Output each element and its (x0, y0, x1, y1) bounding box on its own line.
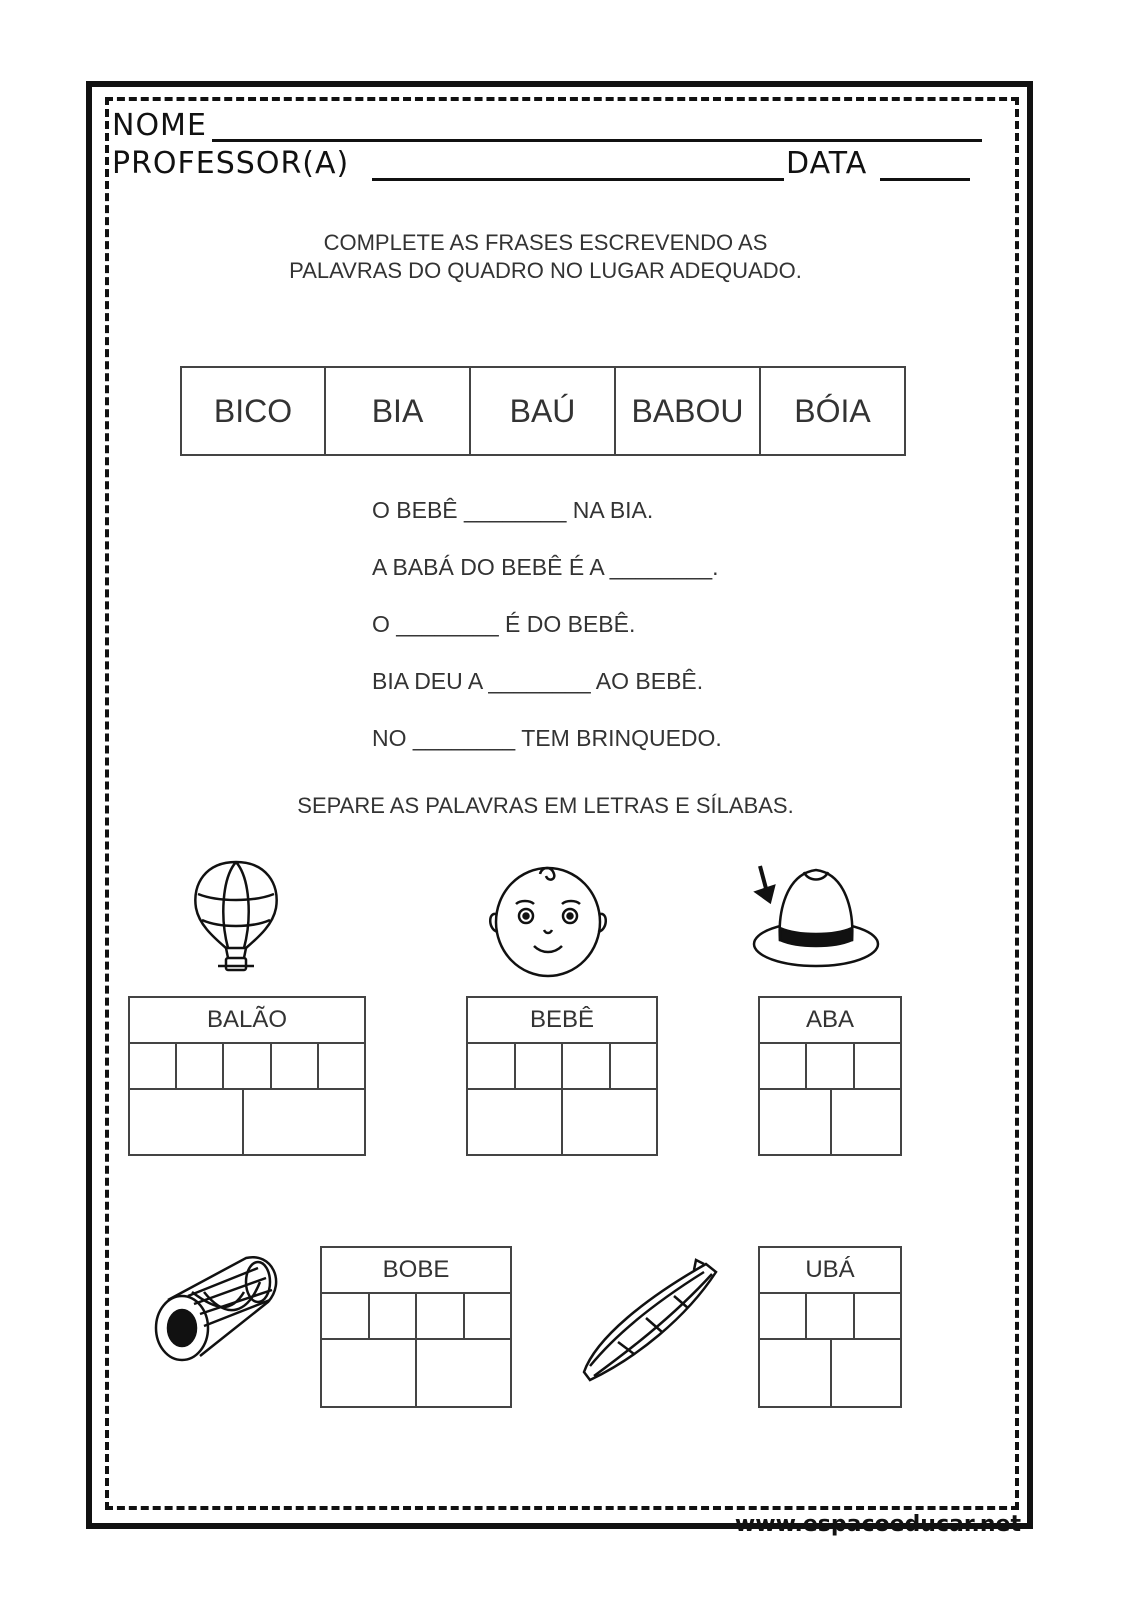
letter-box[interactable] (177, 1044, 224, 1088)
name-label: NOME (112, 108, 207, 143)
letter-box[interactable] (272, 1044, 319, 1088)
teacher-label: PROFESSOR(A) (112, 146, 350, 181)
letter-box[interactable] (611, 1044, 657, 1088)
word-bank-item: BABOU (616, 366, 761, 456)
letters-row (760, 1294, 900, 1340)
letter-box[interactable] (563, 1044, 611, 1088)
word-label: ABA (760, 998, 900, 1044)
letter-box[interactable] (516, 1044, 564, 1088)
baby-face-icon (486, 858, 610, 980)
letter-box[interactable] (322, 1294, 370, 1338)
word-label: UBÁ (760, 1248, 900, 1294)
sentence-2: A BABÁ DO BEBÊ É A ________. (372, 554, 719, 580)
syllable-box[interactable] (760, 1340, 832, 1406)
teacher-field[interactable] (372, 152, 784, 181)
word-grid-aba (758, 996, 902, 1156)
syllable-box[interactable] (832, 1340, 900, 1406)
letter-box[interactable] (224, 1044, 271, 1088)
date-label: DATA (786, 146, 868, 181)
letters-row (130, 1044, 364, 1090)
syllables-row (760, 1340, 900, 1406)
hot-air-balloon-icon (188, 858, 284, 974)
sentence-5: NO ________ TEM BRINQUEDO. (372, 725, 722, 751)
letter-box[interactable] (130, 1044, 177, 1088)
word-grid-balao (128, 996, 366, 1156)
syllable-box[interactable] (760, 1090, 832, 1154)
hair-roller-icon (148, 1252, 288, 1364)
letter-box[interactable] (807, 1044, 854, 1088)
date-field[interactable] (880, 152, 970, 181)
sentence-1: O BEBÊ ________ NA BIA. (372, 497, 654, 523)
sentence-3: O ________ É DO BEBÊ. (372, 611, 636, 637)
word-grid-uba (758, 1246, 902, 1408)
separate-instruction: SEPARE AS PALAVRAS EM LETRAS E SÍLABAS. (297, 793, 794, 818)
syllable-box[interactable] (563, 1090, 656, 1154)
canoe-icon (576, 1258, 722, 1382)
syllables-row (760, 1090, 900, 1154)
letter-box[interactable] (417, 1294, 465, 1338)
word-grid-bebe (466, 996, 658, 1156)
hat-brim-icon (748, 862, 882, 970)
instruction-line-2: PALAVRAS DO QUADRO NO LUGAR ADEQUADO. (289, 258, 802, 283)
syllable-box[interactable] (244, 1090, 364, 1154)
letters-row (468, 1044, 656, 1090)
letters-row (760, 1044, 900, 1090)
syllables-row (468, 1090, 656, 1154)
word-bank (180, 366, 906, 456)
word-bank-item: BÓIA (761, 366, 906, 456)
letter-box[interactable] (370, 1294, 418, 1338)
syllable-box[interactable] (417, 1340, 510, 1406)
letter-box[interactable] (855, 1294, 900, 1338)
instruction-line-1: COMPLETE AS FRASES ESCREVENDO AS (323, 230, 768, 255)
word-bank-item: BAÚ (471, 366, 616, 456)
letters-row (322, 1294, 510, 1340)
word-bank-item: BIA (326, 366, 471, 456)
syllable-box[interactable] (832, 1090, 900, 1154)
syllable-box[interactable] (130, 1090, 244, 1154)
letter-box[interactable] (465, 1294, 511, 1338)
letter-box[interactable] (760, 1294, 807, 1338)
letter-box[interactable] (855, 1044, 900, 1088)
footer-url: www.espacoeducar.net (734, 1512, 1021, 1537)
syllables-row (322, 1340, 510, 1406)
word-label: BEBÊ (468, 998, 656, 1044)
syllable-box[interactable] (322, 1340, 417, 1406)
syllable-box[interactable] (468, 1090, 563, 1154)
syllables-row (130, 1090, 364, 1154)
letter-box[interactable] (760, 1044, 807, 1088)
word-bank-item: BICO (180, 366, 326, 456)
name-field[interactable] (212, 112, 982, 142)
letter-box[interactable] (319, 1044, 364, 1088)
letter-box[interactable] (468, 1044, 516, 1088)
word-label: BALÃO (130, 998, 364, 1044)
letter-box[interactable] (807, 1294, 854, 1338)
word-label: BOBE (322, 1248, 510, 1294)
sentence-4: BIA DEU A ________ AO BEBÊ. (372, 668, 704, 694)
word-grid-bobe (320, 1246, 512, 1408)
